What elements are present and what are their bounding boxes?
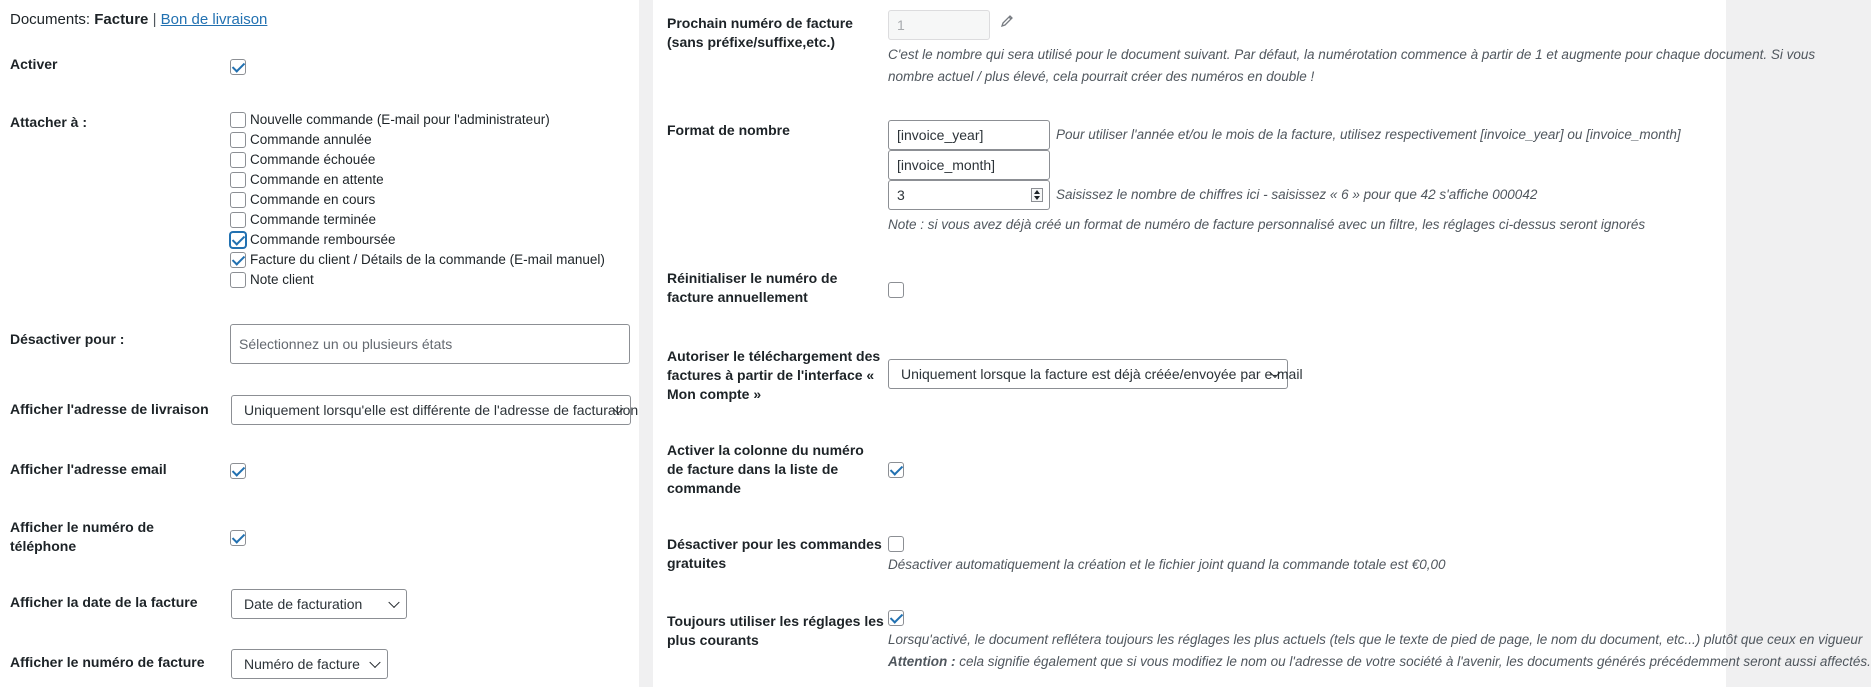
right-settings-panel [653, 0, 1871, 687]
reinitialiser-label [667, 269, 837, 307]
attacher-option-label: Nouvelle commande (E-mail pour l'administrateur) [250, 112, 550, 127]
adresse-livraison-value: Uniquement lorsqu'elle est différente de l'adresse de facturation [244, 402, 639, 418]
attacher-option-label: Commande remboursée [250, 232, 396, 247]
desactiver-pour-select[interactable] [230, 324, 630, 364]
telephone-label [10, 518, 154, 556]
attacher-checkbox-en-cours[interactable] [230, 192, 246, 208]
date-facture-value: Date de facturation [244, 596, 363, 612]
chevron-down-icon [369, 657, 380, 668]
toujours-label-line2: plus courants [667, 632, 759, 648]
chevron-down-icon [388, 597, 399, 608]
attacher-checkbox-note-client[interactable] [230, 272, 246, 288]
toujours-desc-line2 [888, 651, 1871, 673]
format-prefix-description: Pour utiliser l'année et/ou le mois de la facture, utilisez respectivement [invoice_year] ou [invoice_month] [1056, 127, 1681, 142]
attention-label: Attention : [888, 654, 956, 669]
prochain-numero-desc-line1: C'est le nombre qui sera utilisé pour le document suivant. Par défaut, la numérotation commence à partir de 1 et augmente pour chaque document. Si vous [888, 47, 1816, 62]
attacher-checkbox-nouvelle-commande[interactable] [230, 112, 246, 128]
prochain-numero-label [667, 14, 853, 52]
prochain-numero-input: 1 [888, 10, 990, 40]
colonne-label-line3: commande [667, 480, 741, 496]
colonne-label-line1: Activer la colonne du numéro [667, 442, 864, 458]
desactiver-pour-placeholder: Sélectionnez un ou plusieurs états [239, 336, 453, 352]
adresse-email-label: Afficher l'adresse email [10, 461, 167, 477]
adresse-livraison-label: Afficher l'adresse de livraison [10, 401, 209, 417]
telephone-label-line1: Afficher le numéro de [10, 519, 154, 535]
attacher-checkbox-echouee[interactable] [230, 152, 246, 168]
gratuites-label-line1: Désactiver pour les commandes [667, 536, 882, 552]
prochain-numero-description [888, 44, 1815, 88]
format-padding-description: Saisissez le nombre de chiffres ici - saisissez « 6 » pour que 42 s'affiche 000042 [1056, 187, 1538, 202]
gratuites-label [667, 535, 882, 573]
current-document: Facture [94, 11, 149, 28]
prochain-numero-label-line2: (sans préfixe/suffixe,etc.) [667, 34, 836, 50]
attacher-option-label: Facture du client / Détails de la commande (E-mail manuel) [250, 252, 605, 267]
format-suffix-input[interactable]: [invoice_month] [888, 150, 1050, 180]
numero-facture-value: Numéro de facture [244, 656, 360, 672]
attacher-option-label: Commande échouée [250, 152, 376, 167]
colonne-label [667, 441, 864, 498]
attacher-checkbox-remboursee[interactable] [230, 232, 246, 248]
autoriser-select[interactable] [888, 359, 1303, 389]
reinitialiser-checkbox[interactable] [888, 282, 904, 298]
documents-breadcrumb [10, 10, 267, 30]
colonne-label-line2: de facture dans la liste de [667, 461, 839, 477]
toujours-desc-line1: Lorsqu'activé, le document reflétera toujours les réglages les plus actuels (tels que le texte de pied de page, le nom du document, etc...) plutôt que ceux en vigueur [888, 632, 1863, 647]
attacher-checkbox-annulee[interactable] [230, 132, 246, 148]
colonne-checkbox[interactable] [888, 462, 904, 478]
adresse-email-checkbox[interactable] [230, 463, 246, 479]
attacher-option-label: Commande en attente [250, 172, 384, 187]
attacher-option-label: Note client [250, 272, 314, 287]
format-padding-input[interactable] [888, 180, 1050, 210]
reinitialiser-label-line1: Réinitialiser le numéro de [667, 270, 838, 286]
autoriser-label-line3: Mon compte » [667, 386, 762, 402]
autoriser-label-line1: Autoriser le téléchargement des [667, 348, 881, 364]
attacher-checkbox-en-attente[interactable] [230, 172, 246, 188]
date-facture-select[interactable] [231, 589, 407, 619]
toujours-description [888, 629, 1871, 673]
gratuites-description: Désactiver automatiquement la création et le fichier joint quand la commande totale est €0,00 [888, 557, 1446, 572]
pencil-icon[interactable] [1000, 14, 1014, 28]
format-padding-value: 3 [897, 187, 905, 203]
format-note: Note : si vous avez déjà créé un format de numéro de facture personnalisé avec un filtre, les réglages ci-dessus seront ignorés [888, 217, 1646, 232]
format-nombre-label: Format de nombre [667, 122, 790, 138]
bon-de-livraison-link[interactable]: Bon de livraison [160, 11, 268, 28]
numero-facture-label: Afficher le numéro de facture [10, 654, 205, 670]
attacher-checkbox-terminee[interactable] [230, 212, 246, 228]
attacher-option-label: Commande en cours [250, 192, 376, 207]
autoriser-label-line2: factures à partir de l'interface « [667, 367, 875, 383]
desactiver-pour-label: Désactiver pour : [10, 331, 125, 347]
toujours-desc-line2-text: cela signifie également que si vous modifiez le nom ou l'adresse de votre société à l'avenir, les documents générés précédemment seront aussi affectés. [959, 654, 1871, 669]
attacher-checkbox-facture-client[interactable] [230, 252, 246, 268]
attacher-option-label: Commande terminée [250, 212, 377, 227]
toujours-checkbox[interactable] [888, 610, 904, 626]
left-settings-panel [0, 0, 639, 687]
prochain-numero-desc-line2: nombre actuel / plus élevé, cela pourrait créer des numéros en double ! [888, 69, 1315, 84]
numero-facture-select[interactable] [231, 649, 388, 679]
format-prefix-input[interactable]: [invoice_year] [888, 120, 1050, 150]
telephone-label-line2: téléphone [10, 538, 77, 554]
adresse-livraison-select[interactable] [231, 395, 639, 425]
documents-prefix: Documents: [10, 11, 91, 28]
number-spinner-icon[interactable] [1031, 188, 1043, 202]
telephone-checkbox[interactable] [230, 530, 246, 546]
attacher-option-label: Commande annulée [250, 132, 372, 147]
gratuites-checkbox[interactable] [888, 536, 904, 552]
activer-label: Activer [10, 56, 58, 72]
toujours-label [667, 612, 884, 650]
date-facture-label: Afficher la date de la facture [10, 594, 198, 610]
autoriser-value: Uniquement lorsque la facture est déjà créée/envoyée par e-mail [901, 366, 1303, 382]
attacher-label: Attacher à : [10, 114, 88, 130]
toujours-label-line1: Toujours utiliser les réglages les [667, 613, 884, 629]
autoriser-label [667, 347, 880, 404]
gratuites-label-line2: gratuites [667, 555, 727, 571]
reinitialiser-label-line2: facture annuellement [667, 289, 808, 305]
prochain-numero-label-line1: Prochain numéro de facture [667, 15, 853, 31]
breadcrumb-separator: | [152, 11, 157, 28]
activer-checkbox[interactable] [230, 59, 246, 75]
